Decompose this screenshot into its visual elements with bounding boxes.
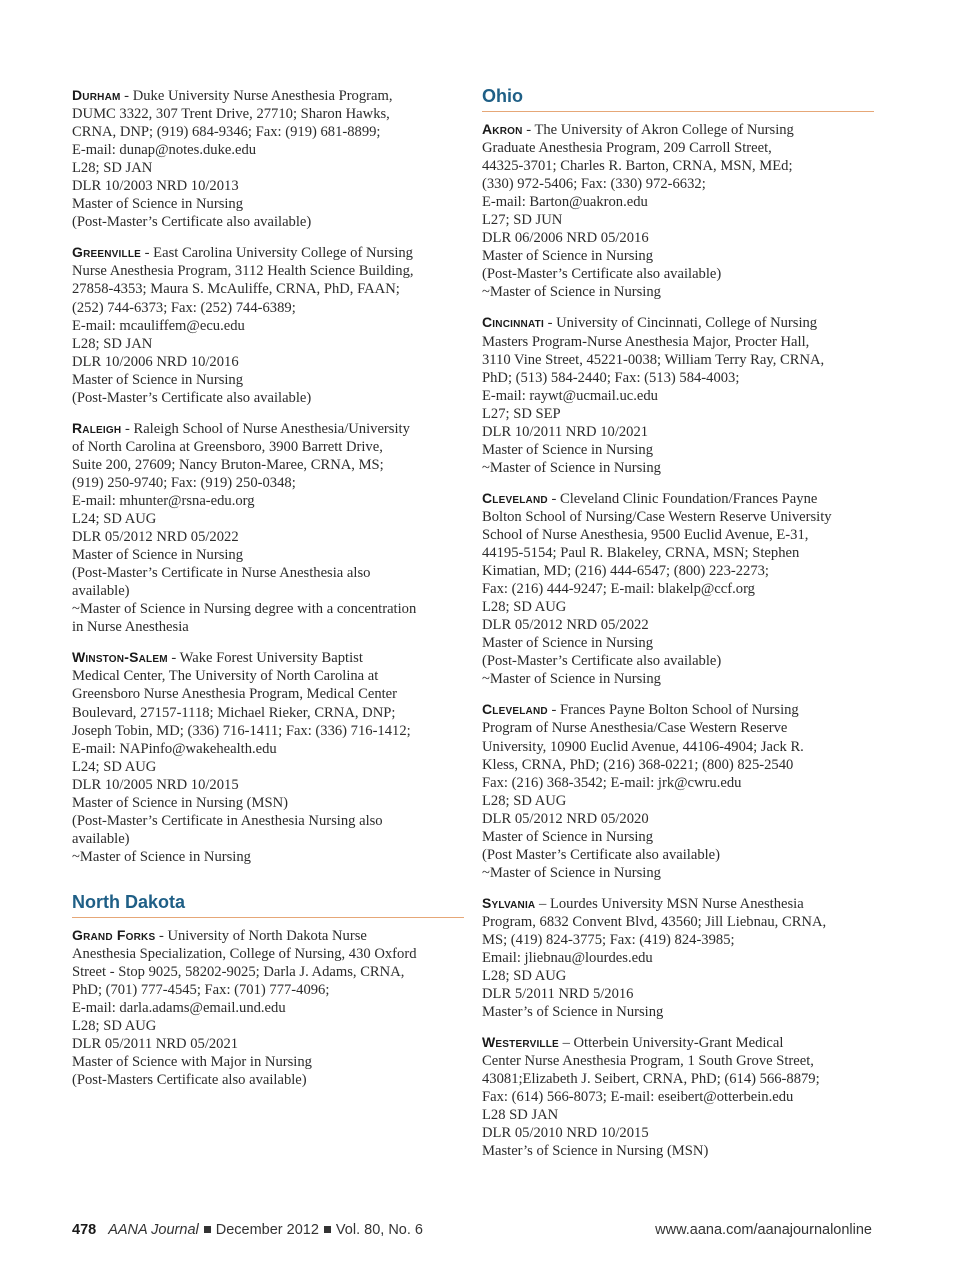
entry-line: L28; SD AUG <box>482 792 567 809</box>
entry-line: Center Nurse Anesthesia Program, 1 South Grove Street, <box>482 1053 814 1070</box>
entry-email: Fax: (216) 444-9247; E-mail: blakelp@ccf.org <box>482 581 755 598</box>
entry-line: ~Master of Science in Nursing <box>482 671 661 688</box>
program-entry-akron <box>482 120 874 301</box>
entry-line: L24; SD AUG <box>72 511 157 528</box>
entry-line: DLR 10/2006 NRD 10/2016 <box>72 353 239 370</box>
journal-name: AANA Journal <box>108 1222 199 1238</box>
entry-line: DLR 5/2011 NRD 5/2016 <box>482 986 634 1003</box>
entry-line: (Post-Master’s Certificate also available) <box>482 266 722 283</box>
entry-line: DLR 05/2012 NRD 05/2022 <box>482 617 649 634</box>
entry-line: in Nurse Anesthesia <box>72 619 189 636</box>
entry-email: Email: jliebnau@lourdes.edu <box>482 950 653 967</box>
entry-line: – Lourdes University MSN Nurse Anesthesia <box>535 895 804 912</box>
entry-line: Program of Nurse Anesthesia/Case Western Reserve <box>482 720 788 737</box>
entry-line: (Post Master’s Certificate also available) <box>482 846 721 863</box>
entry-line: L28; SD JAN <box>72 160 153 177</box>
entry-line: - Wake Forest University Baptist <box>167 650 363 667</box>
entry-line: ~Master of Science in Nursing <box>72 848 251 865</box>
entry-line: (Post-Master’s Certificate in Nurse Anesthesia also <box>72 565 371 582</box>
entry-line: Boulevard, 27157-1118; Michael Rieker, CRNA, DNP; <box>72 704 396 721</box>
entry-line: University, 10900 Euclid Avenue, 44106-4904; Jack R. <box>482 738 804 755</box>
entry-line: Street - Stop 9025, 58202-9025; Darla J. Adams, CRNA, <box>72 964 405 981</box>
entry-line: DLR 10/2003 NRD 10/2013 <box>72 178 239 195</box>
entry-line: Master of Science in Nursing <box>482 828 654 845</box>
city-name: Raleigh <box>72 419 122 436</box>
entry-email: E-mail: mcauliffem@ecu.edu <box>72 317 245 334</box>
entry-line: Master of Science in Nursing <box>482 248 654 265</box>
entry-line: Masters Program-Nurse Anesthesia Major, Procter Hall, <box>482 333 810 350</box>
city-name: Cincinnati <box>482 314 544 331</box>
page-number: 478 <box>72 1222 97 1238</box>
city-name: Cleveland <box>482 489 548 506</box>
entry-line: (Post-Master’s Certificate in Anesthesia Nursing also <box>72 812 383 829</box>
city-name: Winston-Salem <box>72 649 168 666</box>
entry-line: ~Master of Science in Nursing <box>482 864 661 881</box>
page-footer <box>72 1222 872 1238</box>
entry-email: E-mail: mhunter@rsna-edu.org <box>72 492 255 509</box>
entry-line: (252) 744-6373; Fax: (252) 744-6389; <box>72 299 296 316</box>
entry-line: Master of Science with Major in Nursing <box>72 1054 312 1071</box>
entry-email: Fax: (216) 368-3542; E-mail: jrk@cwru.edu <box>482 774 742 791</box>
entry-line: Bolton School of Nursing/Case Western Reserve University <box>482 508 832 525</box>
entry-line: Suite 200, 27609; Nancy Bruton-Maree, CRNA, MS; <box>72 456 384 473</box>
program-entry-sylvania <box>482 894 874 1021</box>
entry-line: - University of Cincinnati, College of Nursing <box>543 315 818 332</box>
city-name: Durham <box>72 87 121 103</box>
entry-line: Kless, CRNA, PhD; (216) 368-0221; (800) 825-2540 <box>482 756 794 773</box>
entry-line: Master’s of Science in Nursing <box>482 1004 664 1021</box>
entry-line: (Post-Master’s Certificate also available) <box>72 389 312 406</box>
program-entry-grand-forks <box>72 926 464 1089</box>
entry-line: DLR 10/2005 NRD 10/2015 <box>72 776 239 793</box>
entry-line: Greensboro Nurse Anesthesia Program, Medical Center <box>72 686 398 703</box>
entry-line: Graduate Anesthesia Program, 209 Carroll Street, <box>482 140 772 157</box>
city-name: Grand Forks <box>72 926 156 943</box>
entry-line: – Otterbein University-Grant Medical <box>558 1035 784 1052</box>
city-name: Greenville <box>72 244 142 261</box>
program-entry-cincinnati <box>482 313 874 476</box>
state-heading-ohio: Ohio <box>482 86 874 112</box>
entry-line: (919) 250-9740; Fax: (919) 250-0348; <box>72 474 296 491</box>
entry-line: L28; SD JAN <box>72 335 153 352</box>
entry-line: DLR 10/2011 NRD 10/2021 <box>482 423 649 440</box>
city-name: Westerville <box>482 1034 559 1051</box>
entry-email: E-mail: darla.adams@email.und.edu <box>72 1000 286 1017</box>
entry-line: Kimatian, MD; (216) 444-6547; (800) 223-2273; <box>482 563 769 580</box>
entry-line: - The University of Akron College of Nursing <box>522 122 794 138</box>
entry-line: DLR 05/2011 NRD 05/2021 <box>72 1036 239 1053</box>
program-entry-cleveland-fpb <box>482 700 874 881</box>
program-entry-westerville <box>482 1033 874 1160</box>
entry-line: - Raleigh School of Nurse Anesthesia/University <box>121 420 410 437</box>
entry-line: L27; SD SEP <box>482 405 561 422</box>
entry-line: DUMC 3322, 307 Trent Drive, 27710; Sharon Hawks, <box>72 106 390 123</box>
entry-line: DLR 05/2012 NRD 05/2022 <box>72 529 239 546</box>
entry-line: L28; SD AUG <box>72 1018 157 1035</box>
entry-line: Master of Science in Nursing (MSN) <box>72 794 289 811</box>
entry-line: L27; SD JUN <box>482 212 563 229</box>
entry-line: available) <box>72 583 130 600</box>
entry-line: DLR 05/2012 NRD 05/2020 <box>482 810 649 827</box>
entry-line: L24; SD AUG <box>72 758 157 775</box>
entry-line: - Duke University Nurse Anesthesia Program, <box>120 88 393 104</box>
program-entry-winston-salem <box>72 648 464 866</box>
entry-line: Medical Center, The University of North Carolina at <box>72 668 379 685</box>
entry-email: E-mail: NAPinfo@wakehealth.edu <box>72 740 277 757</box>
separator-square-icon <box>204 1226 211 1233</box>
entry-line: available) <box>72 830 130 847</box>
city-name: Sylvania <box>482 894 536 911</box>
entry-line: ~Master of Science in Nursing degree with a concentration <box>72 601 417 618</box>
entry-line: (Post-Master’s Certificate also available) <box>72 214 312 231</box>
entry-email: E-mail: raywt@ucmail.uc.edu <box>482 387 658 404</box>
entry-line: Joseph Tobin, MD; (336) 716-1411; Fax: (336) 716-1412; <box>72 722 411 739</box>
entry-line: 3110 Vine Street, 45221-0038; William Terry Ray, CRNA, <box>482 351 825 368</box>
entry-line: PhD; (701) 777-4545; Fax: (701) 777-4096; <box>72 982 330 999</box>
entry-line: CRNA, DNP; (919) 684-9346; Fax: (919) 681-8899; <box>72 124 381 141</box>
entry-line: MS; (419) 824-3775; Fax: (419) 824-3985; <box>482 931 735 948</box>
entry-line: DLR 05/2010 NRD 10/2015 <box>482 1125 649 1142</box>
entry-line: - Cleveland Clinic Foundation/Frances Payne <box>547 490 818 507</box>
separator-square-icon <box>324 1226 331 1233</box>
entry-line: 27858-4353; Maura S. McAuliffe, CRNA, PhD, FAAN; <box>72 281 400 298</box>
city-name: Cleveland <box>482 701 548 718</box>
entry-line: - East Carolina University College of Nursing <box>141 245 413 262</box>
program-entry-durham <box>72 86 464 231</box>
entry-line: of North Carolina at Greensboro, 3900 Barrett Drive, <box>72 438 383 455</box>
entry-line: ~Master of Science in Nursing <box>482 459 661 476</box>
issue-date: December 2012 <box>215 1222 319 1238</box>
program-entry-cleveland-clinic <box>482 489 874 689</box>
journal-url: www.aana.com/aanajournalonline <box>655 1222 872 1238</box>
program-entry-raleigh <box>72 419 464 637</box>
entry-line: Master of Science in Nursing <box>72 196 244 213</box>
entry-line: L28; SD AUG <box>482 968 567 985</box>
entry-line: Master of Science in Nursing <box>72 547 244 564</box>
entry-line: Master of Science in Nursing <box>482 441 654 458</box>
entry-line: School of Nurse Anesthesia, 9500 Euclid Avenue, E-31, <box>482 526 809 543</box>
city-name: Akron <box>482 121 523 137</box>
entry-line: PhD; (513) 584-2440; Fax: (513) 584-4003; <box>482 369 740 386</box>
entry-line: 44195-5154; Paul R. Blakeley, CRNA, MSN; Stephen <box>482 545 800 562</box>
entry-line: 44325-3701; Charles R. Barton, CRNA, MSN, MEd; <box>482 158 793 175</box>
entry-line: Master of Science in Nursing <box>72 371 244 388</box>
left-column <box>72 86 464 1101</box>
entry-line: (330) 972-5406; Fax: (330) 972-6632; <box>482 176 706 193</box>
entry-line: - University of North Dakota Nurse <box>155 927 367 944</box>
entry-line: (Post-Masters Certificate also available) <box>72 1072 307 1089</box>
program-entry-greenville <box>72 243 464 406</box>
issue-volume: Vol. 80, No. 6 <box>335 1222 423 1238</box>
right-column <box>482 86 874 1173</box>
entry-line: (Post-Master’s Certificate also available) <box>482 653 722 670</box>
entry-line: L28 SD JAN <box>482 1107 559 1124</box>
entry-line: Program, 6832 Convent Blvd, 43560; Jill Liebnau, CRNA, <box>482 913 827 930</box>
entry-line: Anesthesia Specialization, College of Nursing, 430 Oxford <box>72 945 417 962</box>
entry-line: 43081;Elizabeth J. Seibert, CRNA, PhD; (614) 566-8879; <box>482 1071 820 1088</box>
entry-line: Nurse Anesthesia Program, 3112 Health Science Building, <box>72 263 414 280</box>
entry-email: E-mail: dunap@notes.duke.edu <box>72 142 257 159</box>
entry-line: Master of Science in Nursing <box>482 635 654 652</box>
entry-line: - Frances Payne Bolton School of Nursing <box>547 702 799 719</box>
entry-line: L28; SD AUG <box>482 599 567 616</box>
entry-line: DLR 06/2006 NRD 05/2016 <box>482 230 649 247</box>
entry-email: E-mail: Barton@uakron.edu <box>482 194 648 211</box>
entry-email: Fax: (614) 566-8073; E-mail: eseibert@otterbein.edu <box>482 1089 794 1106</box>
entry-line: ~Master of Science in Nursing <box>482 284 661 301</box>
state-heading-north-dakota: North Dakota <box>72 892 464 918</box>
entry-line: Master’s of Science in Nursing (MSN) <box>482 1143 709 1160</box>
